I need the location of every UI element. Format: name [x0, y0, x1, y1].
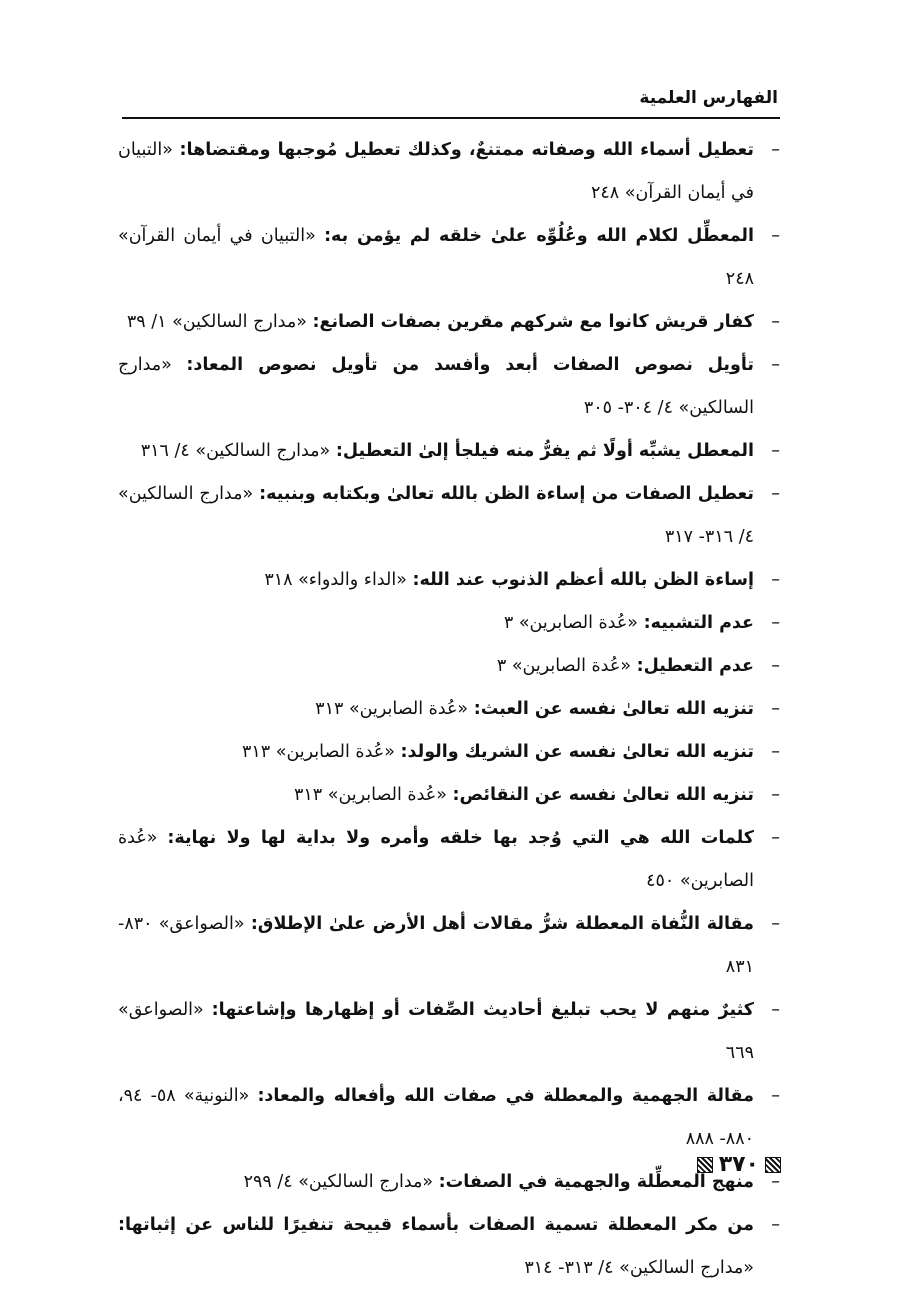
entry-dash: –	[771, 1172, 780, 1192]
index-entry	[118, 688, 780, 731]
entry-reference: «الصواعق» ٦٦٩	[118, 1000, 754, 1063]
entry-dash: –	[771, 828, 780, 848]
index-entries	[118, 129, 780, 1290]
entry-topic: عدم التعطيل:	[636, 656, 754, 676]
entry-topic: كفار قريش كانوا مع شركهم مقرين بصفات الصانع:	[312, 312, 754, 332]
entry-reference: «التبيان في أيمان القرآن» ٢٤٨	[118, 226, 754, 289]
index-entry	[118, 430, 780, 473]
index-entry	[118, 731, 780, 774]
index-entry	[118, 1075, 780, 1161]
entry-reference: «مدارج السالكين» ١/ ٣٩	[126, 312, 307, 332]
index-entry	[118, 903, 780, 989]
entry-topic: عدم التشبيه:	[643, 613, 754, 633]
entry-topic: إساءة الظن بالله أعظم الذنوب عند الله:	[412, 570, 754, 590]
entry-dash: –	[771, 355, 780, 375]
entry-reference: «عُدة الصابرين» ٤٥٠	[118, 828, 754, 891]
entry-reference: «مدارج السالكين» ٤/ ٣١٦	[140, 441, 331, 461]
entry-topic: المعطِّل لكلام الله وعُلُوِّه علىٰ خلقه لم يؤمن به:	[324, 226, 754, 246]
entry-reference: «عُدة الصابرين» ٣	[503, 613, 639, 633]
index-entry	[118, 473, 780, 559]
index-entry	[118, 301, 780, 344]
entry-dash: –	[771, 656, 780, 676]
index-entry	[118, 817, 780, 903]
index-entry	[118, 602, 780, 645]
entry-topic: تنزيه الله تعالىٰ نفسه عن العبث:	[473, 699, 754, 719]
entry-topic: كثيرٌ منهم لا يحب تبليغ أحاديث الصِّفات أو إظهارها وإشاعتها:	[211, 1000, 754, 1020]
entry-dash: –	[771, 1086, 780, 1106]
entry-reference: «مدارج السالكين» ٤/ ٣١٦- ٣١٧	[118, 484, 754, 547]
entry-dash: –	[771, 484, 780, 504]
entry-dash: –	[771, 1000, 780, 1020]
entry-dash: –	[771, 441, 780, 461]
index-entry	[118, 774, 780, 817]
entry-topic: منهج المعطِّلة والجهمية في الصفات:	[438, 1172, 754, 1192]
index-entry	[118, 215, 780, 301]
entry-topic: تنزيه الله تعالىٰ نفسه عن الشريك والولد:	[400, 742, 754, 762]
entry-reference: «عُدة الصابرين» ٣١٣	[293, 785, 447, 805]
entry-reference: «النونية» ٥٨- ٩٤، ٨٨٠- ٨٨٨	[118, 1086, 754, 1149]
entry-topic: تأويل نصوص الصفات أبعد وأفسد من تأويل نصوص المعاد:	[186, 355, 754, 375]
header-rule	[122, 117, 780, 119]
entry-reference: «مدارج السالكين» ٤/ ٣١٣- ٣١٤	[524, 1258, 754, 1278]
entry-topic: تعطيل الصفات من إساءة الظن بالله تعالىٰ وبكتابه وبنبيه:	[259, 484, 754, 504]
entry-dash: –	[771, 785, 780, 805]
page-number: ٣٧٠	[718, 1152, 759, 1177]
entry-topic: كلمات الله هي التي وُجد بها خلقه وأمره ولا بداية لها ولا نهاية:	[167, 828, 754, 848]
entry-dash: –	[771, 613, 780, 633]
entry-topic: من مكر المعطلة تسمية الصفات بأسماء قبيحة تنفيرًا للناس عن إثباتها:	[118, 1215, 754, 1235]
entry-topic: تنزيه الله تعالىٰ نفسه عن النقائص:	[452, 785, 754, 805]
index-entry	[118, 559, 780, 602]
entry-dash: –	[771, 699, 780, 719]
index-entry	[118, 645, 780, 688]
index-entry	[118, 129, 780, 215]
entry-topic: المعطل يشبِّه أولًا ثم يفرُّ منه فيلجأ إلىٰ التعطيل:	[335, 441, 754, 461]
ornament-icon	[697, 1157, 713, 1173]
entry-reference: «مدارج السالكين» ٤/ ٣٠٤- ٣٠٥	[118, 355, 754, 418]
entry-topic: مقالة النُّفاة المعطلة شرُّ مقالات أهل الأرض علىٰ الإطلاق:	[250, 914, 754, 934]
entry-reference: «عُدة الصابرين» ٣١٣	[315, 699, 469, 719]
entry-dash: –	[771, 140, 780, 160]
ornament-icon	[765, 1157, 781, 1173]
index-entry	[118, 344, 780, 430]
entry-dash: –	[771, 742, 780, 762]
entry-reference: «مدارج السالكين» ٤/ ٢٩٩	[243, 1172, 434, 1192]
entry-reference: «التبيان في أيمان القرآن» ٢٤٨	[118, 140, 754, 203]
entry-dash: –	[771, 570, 780, 590]
entry-reference: «عُدة الصابرين» ٣١٣	[241, 742, 395, 762]
index-entry	[118, 1161, 780, 1204]
index-entry	[118, 989, 780, 1075]
entry-reference: «عُدة الصابرين» ٣	[496, 656, 632, 676]
entry-reference: «الصواعق» ٨٣٠- ٨٣١	[118, 914, 754, 977]
index-entry	[118, 1204, 780, 1290]
entry-dash: –	[771, 914, 780, 934]
entry-topic: مقالة الجهمية والمعطلة في صفات الله وأفعاله والمعاد:	[257, 1086, 754, 1106]
entry-dash: –	[771, 312, 780, 332]
entry-dash: –	[771, 226, 780, 246]
page-folio	[697, 1152, 781, 1177]
entry-dash: –	[771, 1215, 780, 1235]
entry-topic: تعطيل أسماء الله وصفاته ممتنعٌ، وكذلك تعطيل مُوجبها ومقتضاها:	[179, 140, 754, 160]
entry-reference: «الداء والدواء» ٣١٨	[264, 570, 407, 590]
running-head: الفهارس العلمية	[639, 88, 778, 108]
